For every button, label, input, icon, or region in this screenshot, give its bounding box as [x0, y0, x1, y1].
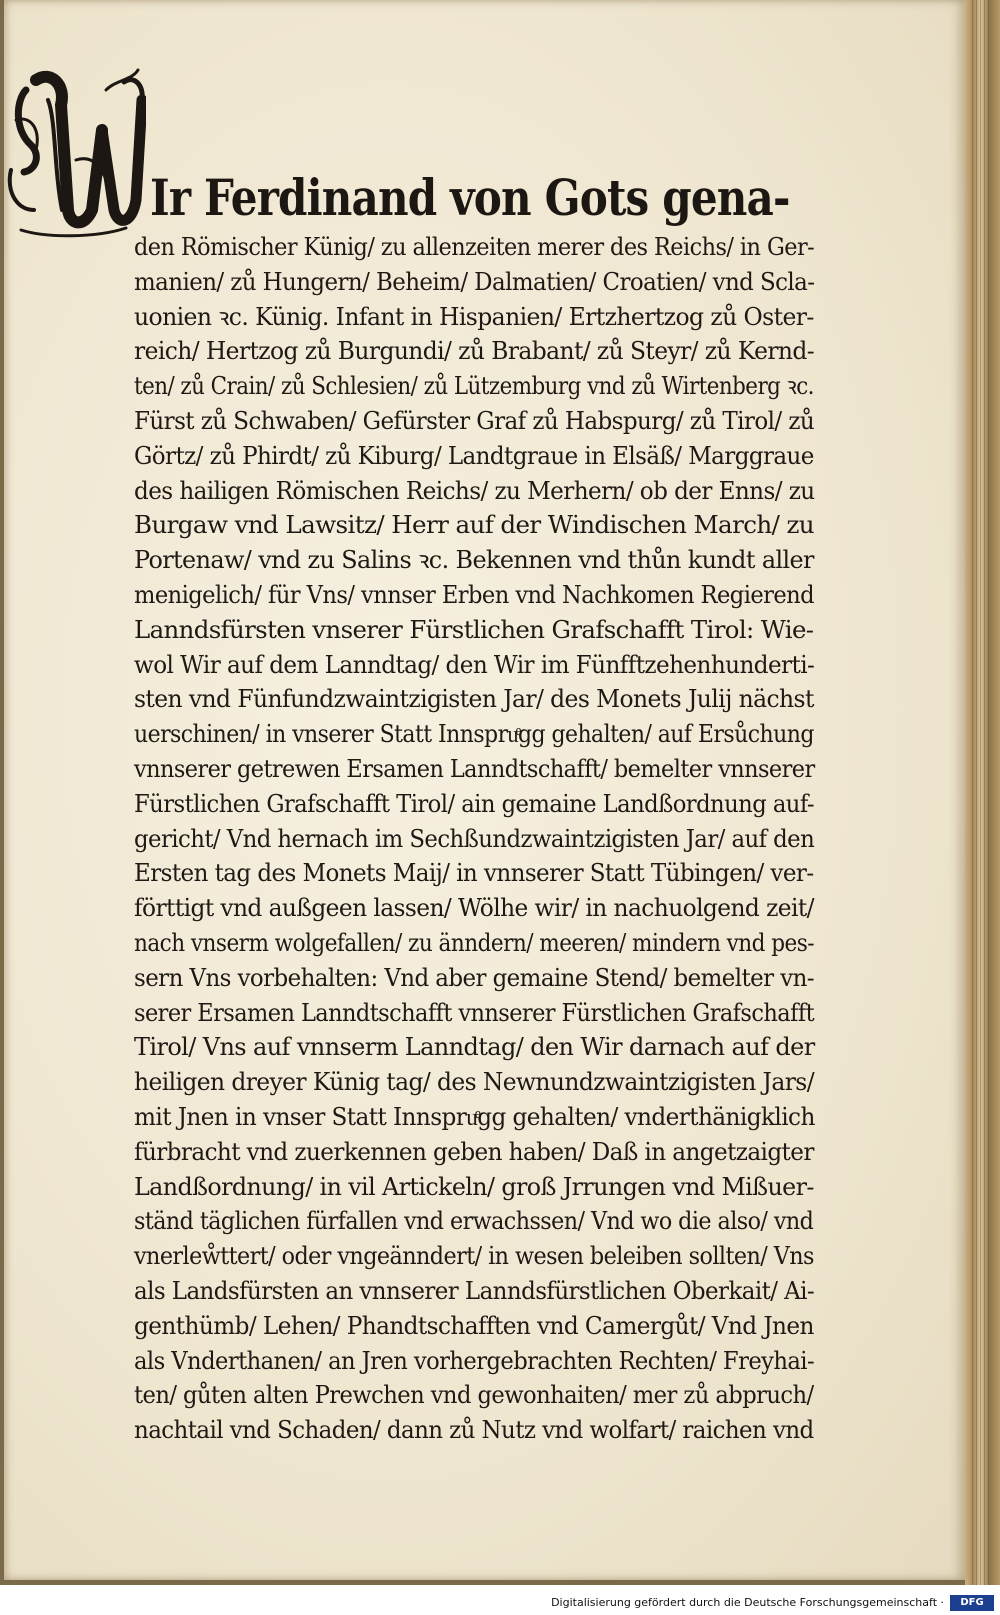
text-line: vnnserer getrewen Ersamen Lanndtschafft/ bemelter vnnserer: [134, 754, 815, 783]
text-line: sern Vns vorbehalten: Vnd aber gemaine Stend/ bemelter vn-: [134, 963, 814, 992]
text-line: ten/ zů Crain/ zů Schlesien/ zů Lützemburg vnd zů Wirtenberg ꝛc.: [134, 372, 814, 401]
text-line: Landßordnung/ in vil Artickeln/ groß Jrrungen vnd Mißuer-: [134, 1172, 814, 1201]
text-line: ständ täglichen fürfallen vnd erwachssen/ Vnd wo die also/ vnd: [134, 1207, 814, 1236]
text-line: serer Ersamen Lanndtschafft vnnserer Fürstlichen Grafschafft: [134, 998, 815, 1027]
text-line: sten vnd Fünfundzwaintzigisten Jar/ des Monets Julij nächst: [134, 685, 814, 714]
text-line: den Römischer Künig/ zu allenzeiten merer des Reichs/ in Ger-: [134, 233, 815, 261]
text-line: reich/ Hertzog zů Burgundi/ zů Brabant/ zů Steyr/ zů Kernd-: [134, 337, 815, 366]
text-line: wol Wir auf dem Lanndtag/ den Wir im Fünfftzehenhunderti-: [134, 650, 815, 679]
text-line: gericht/ Vnd hernach im Sechßundzwaintzigisten Jar/ auf den: [134, 824, 815, 853]
decorated-initial-w: [6, 60, 146, 245]
headline: Ir Ferdinand von Gots gena-: [150, 168, 790, 227]
text-line: Fürst zů Schwaben/ Gefürster Graf zů Habspurg/ zů Tirol/ zů: [134, 406, 815, 435]
text-line: Lanndsfürsten vnserer Fürstlichen Grafschafft Tirol: Wie-: [134, 615, 814, 644]
text-line: als Vnderthanen/ an Jren vorhergebrachten Rechten/ Freyhai-: [134, 1346, 815, 1375]
text-line: nach vnserm wolgefallen/ zu änndern/ meeren/ mindern vnd pes-: [134, 928, 815, 957]
text-line: Burgaw vnd Lawsitz/ Herr auf der Windischen March/ zu: [134, 511, 815, 540]
text-line: uonien ꝛc. Künig. Infant in Hispanien/ Ertzhertzog zů Oster-: [134, 302, 814, 331]
text-line: nachtail vnd Schaden/ dann zů Nutz vnd wolfart/ raichen vnd: [134, 1416, 814, 1445]
dfg-logo: DFG: [950, 1595, 994, 1611]
text-line: ten/ gůten alten Prewchen vnd gewonhaiten/ mer zů abpruch/: [134, 1381, 814, 1410]
text-line: Portenaw/ vnd zu Salins ꝛc. Bekennen vnd thůn kundt aller: [134, 546, 814, 575]
text-line: des hailigen Römischen Reichs/ zu Merhern/ ob der Enns/ zu: [134, 476, 815, 505]
text-line: Tirol/ Vns auf vnnserm Lanndtag/ den Wir darnach auf der: [134, 1033, 815, 1062]
text-line: Ersten tag des Monets Maij/ in vnnserer Statt Tübingen/ ver-: [134, 859, 814, 888]
text-line: förttigt vnd außgeen lassen/ Wölhe wir/ in nachuolgend zeit/: [134, 894, 814, 923]
text-line: Görtz/ zů Phirdt/ zů Kiburg/ Landtgraue in Elsäß/ Marggraue: [134, 441, 814, 470]
text-line: menigelich/ für Vns/ vnnser Erben vnd Nachkomen Regierend: [134, 580, 815, 609]
text-line: vnerleẘttert/ oder vngeänndert/ in wesen beleiben sollten/ Vns: [134, 1242, 814, 1271]
text-line: als Landsfürsten an vnnserer Lanndsfürstlichen Oberkait/ Ai-: [134, 1276, 815, 1305]
text-line: manien/ zů Hungern/ Beheim/ Dalmatien/ Croatien/ vnd Scla-: [134, 267, 815, 296]
text-line: heiligen dreyer Künig tag/ des Newnundzwaintzigisten Jars/: [134, 1068, 814, 1097]
page-edge-lines: [972, 0, 992, 1585]
text-line: fürbracht vnd zuerkennen geben haben/ Daß in angetzaigter: [134, 1137, 814, 1166]
digitization-credit: Digitalisierung gefördert durch die Deutsche Forschungsgemeinschaft ·: [551, 1596, 944, 1609]
text-line: mit Jnen in vnser Statt Innspruͤgg gehalten/ vnderthänigklich: [134, 1102, 815, 1131]
text-line: uerschinen/ in vnserer Statt Innspruͤgg gehalten/ auf Ersůchung: [134, 720, 814, 749]
text-line: Fürstlichen Grafschafft Tirol/ ain gemaine Landßordnung auf-: [134, 789, 814, 818]
text-line: genthümb/ Lehen/ Phandtschafften vnd Camergůt/ Vnd Jnen: [134, 1311, 814, 1340]
body-text: [134, 230, 814, 1448]
